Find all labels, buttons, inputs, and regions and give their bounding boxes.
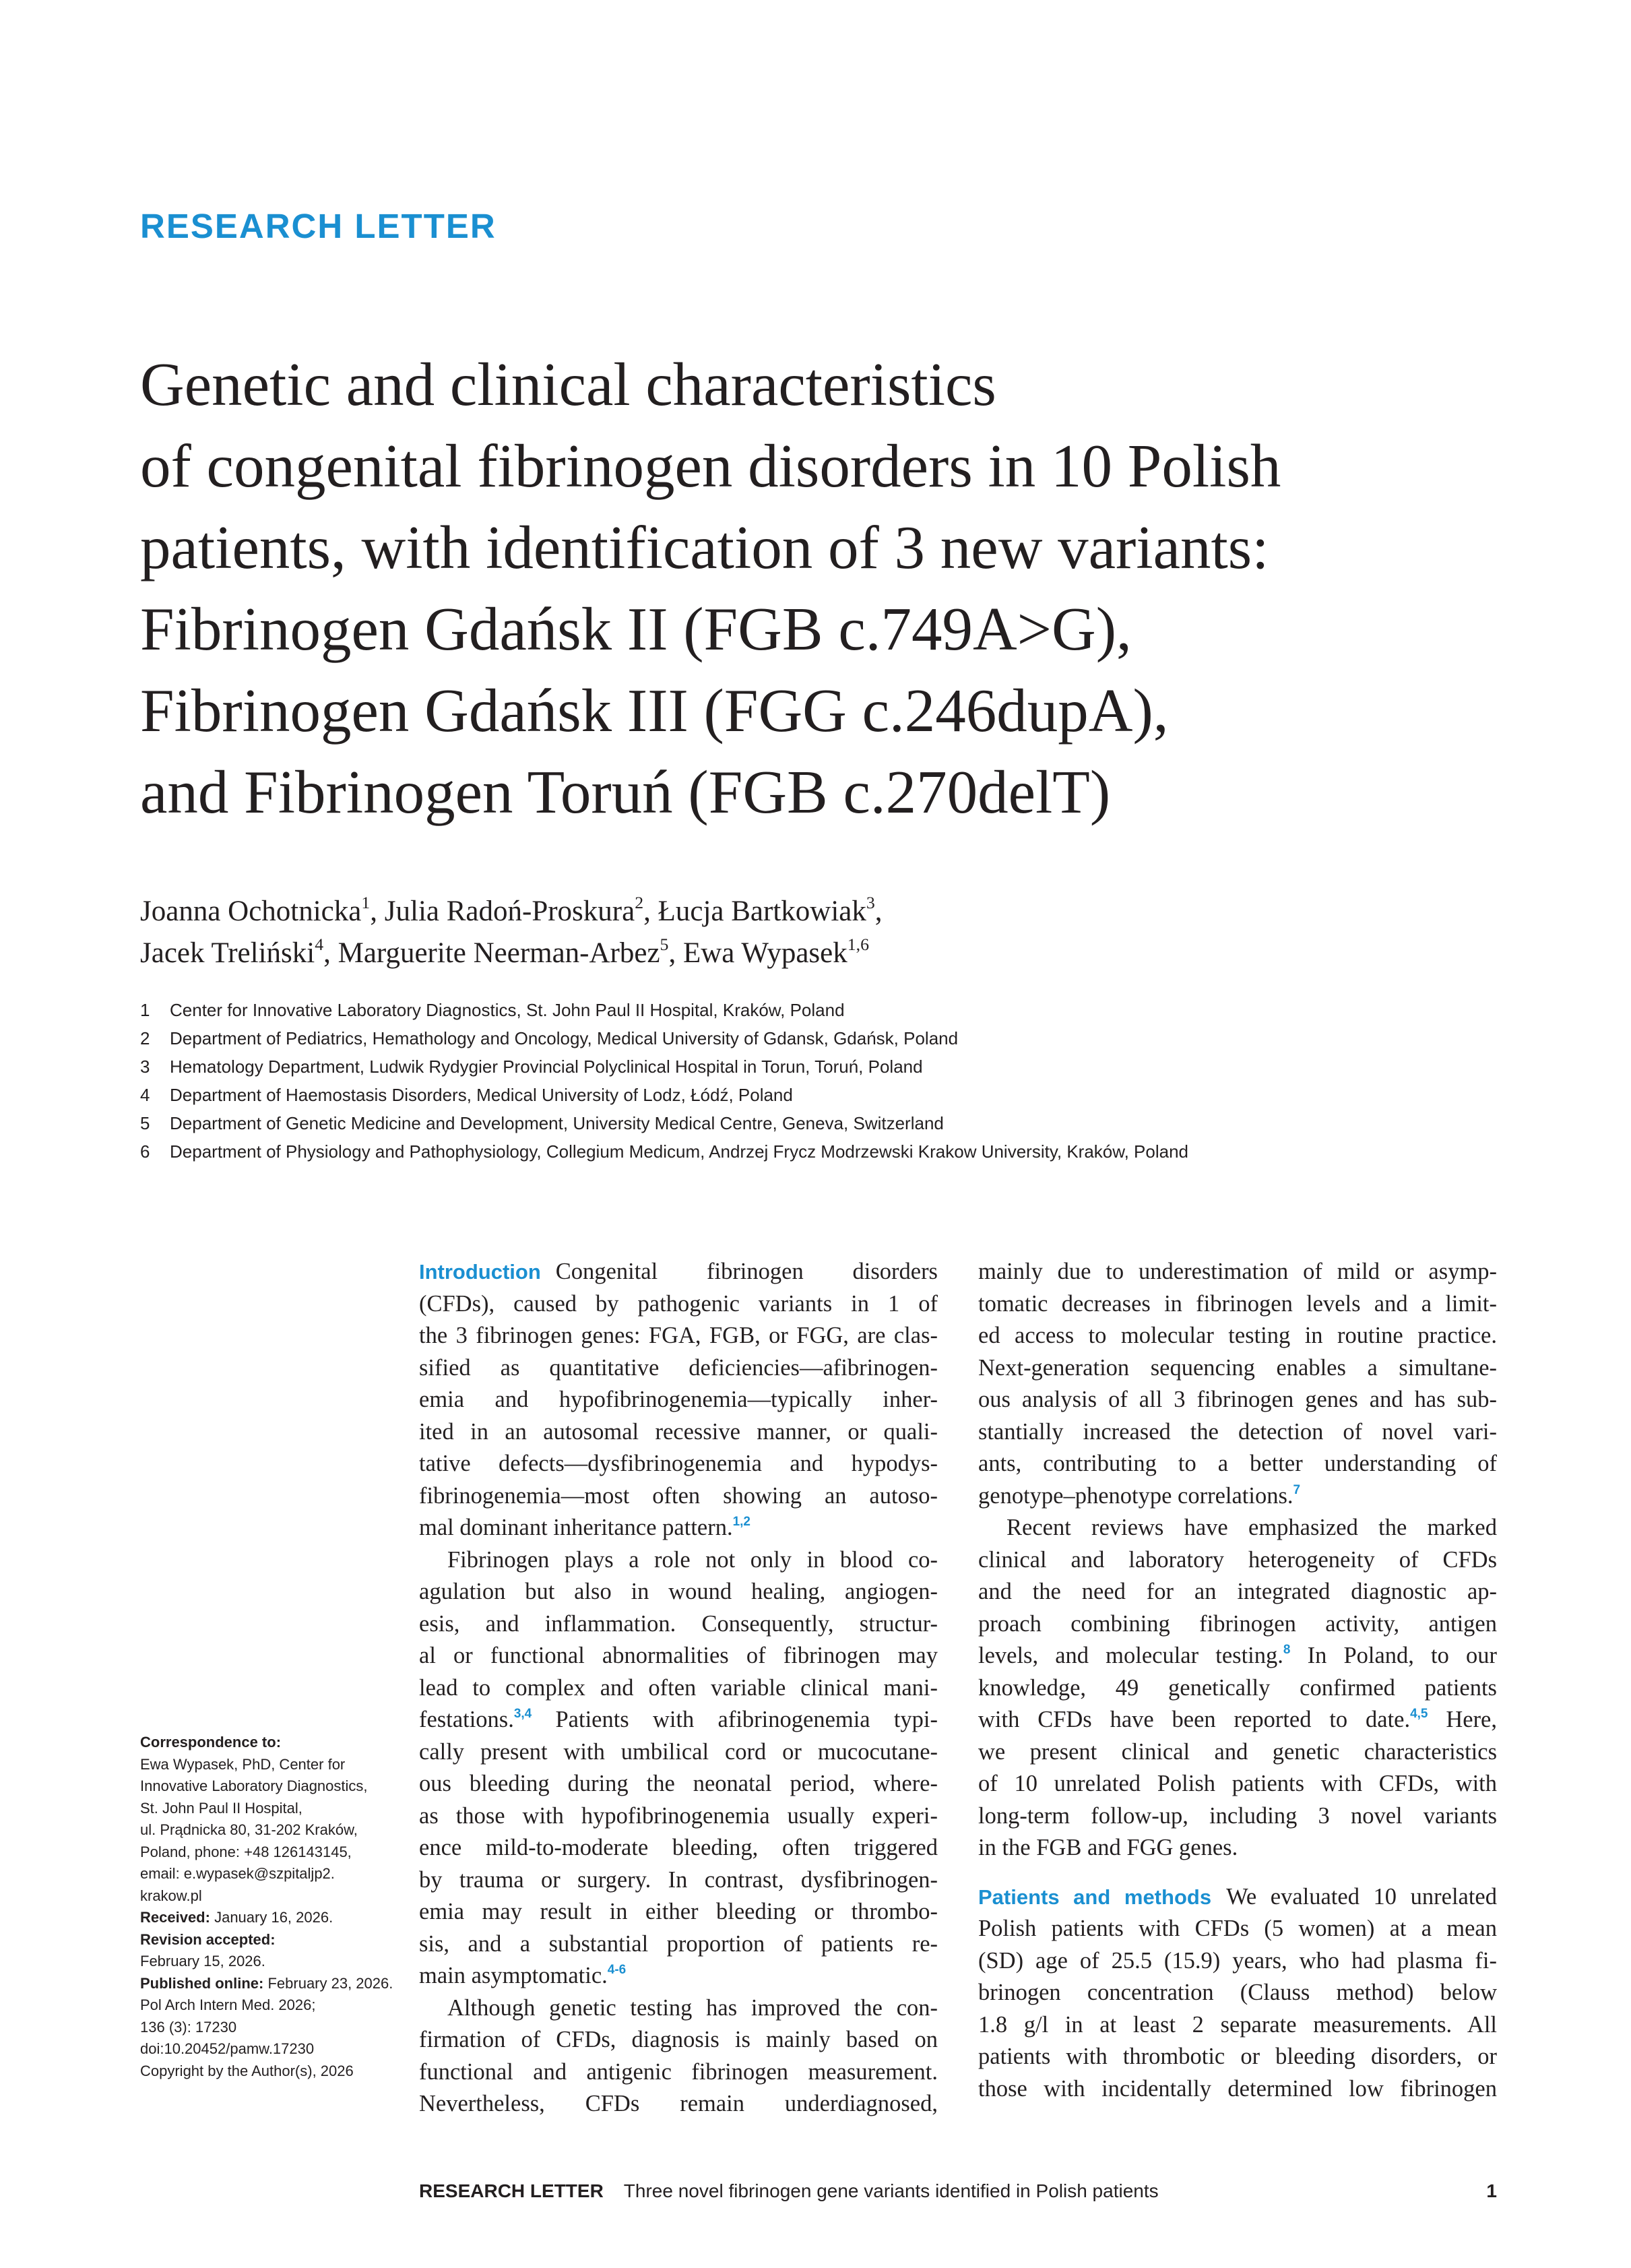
body-line: knowledge, 49 genetically confirmed patients: [978, 1674, 1497, 1701]
citation-ref[interactable]: 4,5: [1410, 1706, 1428, 1721]
citation-line: 136 (3): 17230: [140, 2018, 237, 2036]
citation-line: Pol Arch Intern Med. 2026;: [140, 1996, 316, 2013]
body-line: the 3 fibrinogen genes: FGA, FGB, or FGG, are clas-: [419, 1323, 938, 1348]
body-line: in the FGB and FGG genes.: [978, 1835, 1238, 1860]
author-affiliation: 2: [635, 892, 644, 912]
body-line: cally present with umbilical cord or mucocutane-: [419, 1738, 938, 1765]
copyright-line: Copyright by the Author(s), 2026: [140, 2062, 354, 2079]
received-date: January 16, 2026.: [214, 1909, 333, 1926]
body-line: functional and antigenic fibrinogen measurement.: [419, 2058, 938, 2085]
affiliation-item: [140, 996, 1488, 1024]
title-line: patients, with identification of 3 new variants:: [140, 513, 1269, 581]
body-line: tomatic decreases in fibrinogen levels and a limit-: [978, 1290, 1497, 1317]
correspondence-line: Poland, phone: +48 126143145,: [140, 1843, 352, 1860]
body-line: tative defects—dysfibrinogenemia and hypodys-: [419, 1451, 938, 1476]
body-line: ed access to molecular testing in routine practice.: [978, 1323, 1497, 1348]
page-number: 1: [1486, 2180, 1497, 2201]
affiliation-item: [140, 1081, 1488, 1109]
doi-link[interactable]: doi:10.20452/pamw.17230: [140, 2040, 315, 2057]
body-line: firmation of CFDs, diagnosis is mainly based on: [419, 2027, 938, 2052]
affiliation-number: 5: [140, 1113, 150, 1133]
page-footer: [419, 2180, 1497, 2202]
body-line: long-term follow-up, including 3 novel variants: [978, 1802, 1497, 1829]
affiliation-text: Center for Innovative Laboratory Diagnostics, St. John Paul II Hospital, Kraków, Poland: [170, 1000, 845, 1020]
body-line: lead to complex and often variable clinical mani-: [419, 1674, 938, 1701]
citation-ref[interactable]: 1,2: [732, 1514, 750, 1529]
affiliation-text: Hematology Department, Ludwik Rydygier Provincial Polyclinical Hospital in Torun, Toruń, Poland: [170, 1057, 923, 1077]
body-line: esis, and inflammation. Consequently, structur-: [419, 1610, 938, 1637]
body-line: ence mild-to-moderate bleeding, often triggered: [419, 1835, 938, 1860]
affiliation-list: [140, 996, 1488, 1166]
body-line: levels, and molecular testing.$^8$ In Poland, to our: [978, 1642, 1498, 1668]
body-line: 1.8 g/l in at least 2 separate measurements. All: [978, 2011, 1497, 2038]
introduction-heading: Introduction: [419, 1260, 541, 1284]
affiliation-item: [140, 1109, 1488, 1137]
author-name: Julia Radoń-Proskura: [384, 895, 635, 927]
body-line: brinogen concentration (Clauss method) below: [978, 1980, 1497, 2005]
body-line: main asymptomatic.$^{4-6}$: [419, 1962, 627, 1988]
affiliation-text: Department of Genetic Medicine and Development, University Medical Centre, Geneva, Switzerland: [170, 1113, 944, 1133]
title-line: of congenital fibrinogen disorders in 10 Polish: [140, 432, 1281, 500]
footer-section-tag: RESEARCH LETTER: [419, 2180, 604, 2201]
body-line: mal dominant inheritance pattern.$^{1,2}$: [419, 1514, 750, 1540]
affiliation-item: [140, 1052, 1488, 1081]
correspondence-line: ul. Prądnicka 80, 31-202 Kraków,: [140, 1821, 358, 1838]
body-line: Fibrinogen plays a role not only in blood co-: [447, 1546, 938, 1573]
title-line: Fibrinogen Gdańsk III (FGG c.246dupA),: [140, 676, 1169, 745]
correspondence-email[interactable]: email: e.wypasek@szpitaljp2.: [140, 1865, 335, 1882]
author-affiliation: 3: [866, 892, 875, 912]
affiliation-number: 1: [140, 1000, 150, 1020]
body-line: and the need for an integrated diagnostic ap-: [978, 1579, 1497, 1604]
correspondence-label: Correspondence to:: [140, 1734, 282, 1751]
body-line: clinical and laboratory heterogeneity of CFDs: [978, 1546, 1497, 1573]
citation-ref[interactable]: 4-6: [607, 1962, 627, 1977]
correspondence-line: St. John Paul II Hospital,: [140, 1799, 302, 1817]
author-affiliation: 4: [315, 934, 324, 954]
body-column-right: [978, 1256, 1497, 2105]
body-line: Nevertheless, CFDs remain underdiagnosed,: [419, 2091, 938, 2116]
body-line: ous bleeding during the neonatal period, where-: [419, 1771, 938, 1796]
affiliation-number: 3: [140, 1057, 150, 1077]
body-line: we present clinical and genetic characteristics: [978, 1738, 1497, 1765]
body-line: al or functional abnormalities of fibrinogen may: [419, 1643, 938, 1668]
body-line: (CFDs), caused by pathogenic variants in 1 of: [419, 1290, 938, 1317]
article-title: [140, 344, 1555, 833]
body-line: as those with hypofibrinogenemia usually experi-: [419, 1802, 938, 1829]
article-info-sidebar: [140, 1732, 396, 2082]
affiliation-item: [140, 1024, 1488, 1052]
body-line: ited in an autosomal recessive manner, or quali-: [419, 1418, 938, 1445]
author-list: Joanna Ochotnicka$^1$, Julia Radoń-Proskura$^2$, Łucja Bartkowiak$^3$, Jacek Treliński$^4$, Marguerite Neerman-Arbez$^5$, Ewa Wypasek$^{1,6}$: [140, 892, 883, 969]
revision-label: Revision accepted:: [140, 1930, 276, 1948]
affiliation-text: Department of Physiology and Pathophysiology, Collegium Medicum, Andrzej Frycz Modrzewski Krakow University, Kraków, Poland: [170, 1141, 1189, 1162]
body-line: patients with thrombotic or bleeding disorders, or: [978, 2044, 1497, 2069]
body-line: stantially increased the detection of novel vari-: [978, 1418, 1497, 1445]
body-line: (SD) age of 25.5 (15.9) years, who had plasma fi-: [978, 1947, 1497, 1974]
body-line: Introduction Congenital fibrinogen disorders: [419, 1259, 938, 1284]
revision-date: February 15, 2026.: [140, 1953, 265, 1970]
body-line: sified as quantitative deficiencies—afibrinogen-: [419, 1354, 938, 1381]
affiliation-number: 4: [140, 1085, 150, 1105]
correspondence-line: Innovative Laboratory Diagnostics,: [140, 1777, 368, 1794]
affiliation-number: 6: [140, 1141, 150, 1162]
correspondence-email[interactable]: krakow.pl: [140, 1887, 202, 1904]
body-line: emia and hypofibrinogenemia—typically inher-: [419, 1387, 938, 1412]
title-line: Genetic and clinical characteristics: [140, 350, 996, 418]
author-name: Jacek Treliński: [140, 937, 315, 969]
citation-ref[interactable]: 3,4: [513, 1706, 532, 1721]
author-affiliation: 1: [361, 892, 371, 912]
methods-heading: Patients and methods: [978, 1885, 1212, 1909]
title-line: Fibrinogen Gdańsk II (FGB c.749A>G),: [140, 595, 1132, 663]
body-column-left: [419, 1256, 938, 2120]
published-date: February 23, 2026.: [267, 1974, 393, 1992]
author-name: Marguerite Neerman-Arbez: [338, 937, 660, 969]
affiliation-number: 2: [140, 1028, 150, 1048]
body-line: Recent reviews have emphasized the marked: [1006, 1515, 1497, 1540]
author-name: Łucja Bartkowiak: [658, 895, 866, 927]
title-line: and Fibrinogen Toruń (FGB c.270delT): [140, 758, 1111, 826]
affiliation-text: Department of Pediatrics, Hemathology and Oncology, Medical University of Gdansk, Gdańsk, Poland: [170, 1028, 959, 1048]
citation-ref[interactable]: 8: [1283, 1642, 1291, 1657]
body-line: agulation but also in wound healing, angiogen-: [419, 1579, 938, 1604]
published-label: Published online:: [140, 1974, 264, 1992]
body-line: ous analysis of all 3 fibrinogen genes and has sub-: [978, 1387, 1497, 1412]
body-line: emia may result in either bleeding or thrombo-: [419, 1899, 938, 1924]
section-label: RESEARCH LETTER: [140, 207, 497, 245]
body-line: with CFDs have been reported to date.$^{4,5}$ Here,: [978, 1706, 1497, 1732]
affiliation-item: [140, 1137, 1488, 1166]
running-title: Three novel fibrinogen gene variants identified in Polish patients: [623, 2180, 1159, 2201]
body-line: mainly due to underestimation of mild or asymp-: [978, 1259, 1497, 1284]
body-line: Patients and methods We evaluated 10 unrelated: [978, 1883, 1497, 1910]
author-name: Joanna Ochotnicka: [140, 895, 362, 927]
body-line: by trauma or surgery. In contrast, dysfibrinogen-: [419, 1866, 938, 1893]
body-line: Although genetic testing has improved the con-: [447, 1994, 938, 2021]
correspondence-line: Ewa Wypasek, PhD, Center for: [140, 1755, 346, 1773]
body-line: proach combining fibrinogen activity, antigen: [978, 1610, 1497, 1637]
body-line: fibrinogenemia—most often showing an autoso-: [419, 1482, 938, 1509]
body-line: Polish patients with CFDs (5 women) at a mean: [978, 1916, 1497, 1941]
body-line: Next-generation sequencing enables a simultane-: [978, 1354, 1497, 1381]
citation-ref[interactable]: 7: [1293, 1482, 1301, 1497]
author-affiliation: 5: [660, 934, 669, 954]
body-line: of 10 unrelated Polish patients with CFDs, with: [978, 1771, 1497, 1796]
body-line: festations.$^{3,4}$ Patients with afibrinogenemia typi-: [419, 1706, 938, 1732]
body-line: genotype–phenotype correlations.$^7$: [978, 1482, 1301, 1509]
body-line: sis, and a substantial proportion of patients re-: [419, 1930, 938, 1957]
author-name: Ewa Wypasek: [682, 937, 848, 969]
received-label: Received:: [140, 1909, 210, 1926]
affiliation-text: Department of Haemostasis Disorders, Medical University of Lodz, Łódź, Poland: [170, 1085, 793, 1105]
body-line: ants, contributing to a better understanding of: [978, 1451, 1497, 1476]
body-line: those with incidentally determined low fibrinogen: [978, 2075, 1497, 2102]
author-affiliation: 1,6: [847, 934, 869, 954]
